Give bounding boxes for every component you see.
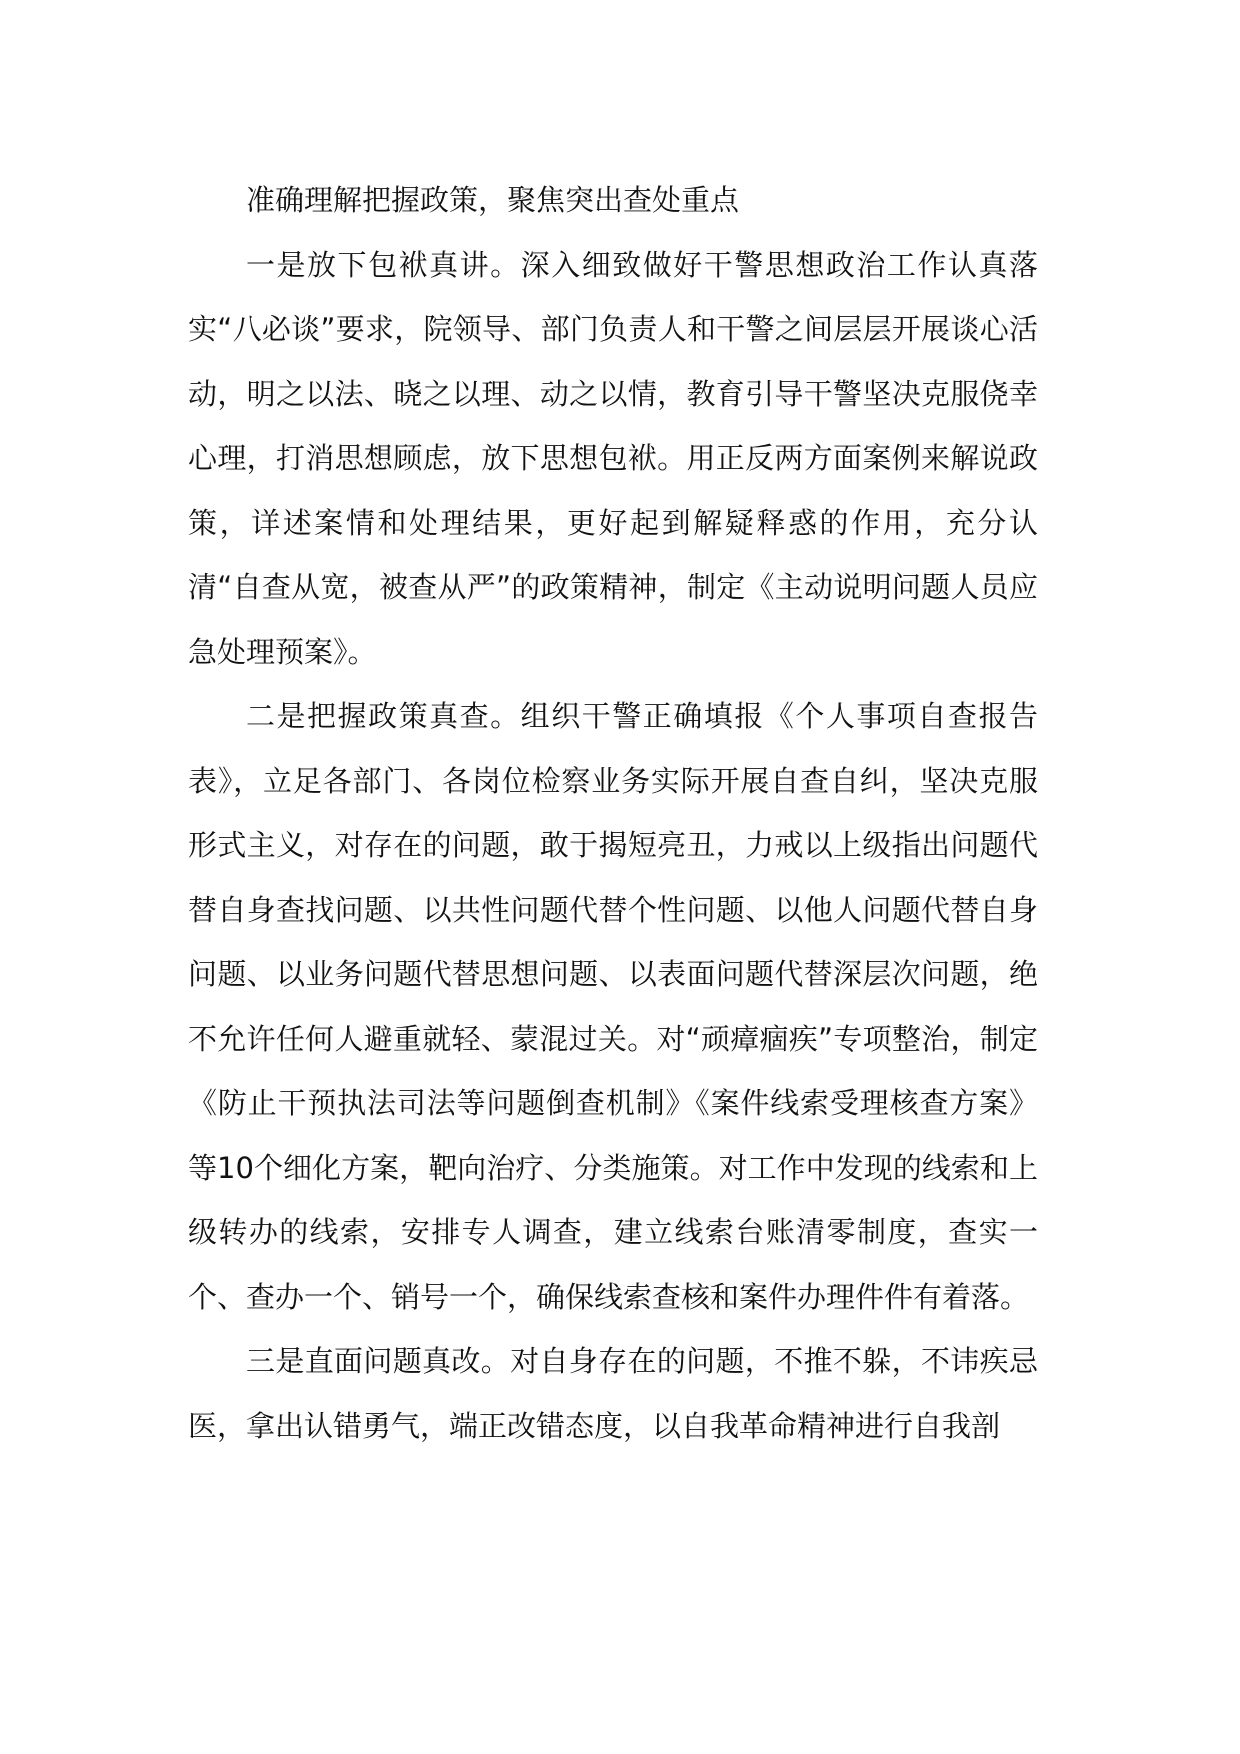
- section-heading: 准确理解把握政策，聚焦突出查处重点: [246, 183, 740, 217]
- paragraph-1: 一是放下包袱真讲。深入细致做好干警思想政治工作认真落实“八必谈”要求，院领导、部门负责人和干警之间层层开展谈心活动，明之以法、晓之以理、动之以情，教育引导干警坚决克服侥幸心理，打消思想顾虑，放下思想包袱。用正反两方面案例来解说政策，详述案情和处理结果，更好起到解疑释惑的作用，充分认清“自查从宽，被查从严”的政策精神，制定《主动说明问题人员应急处理预案》。: [188, 247, 1038, 669]
- document-body: [188, 168, 1038, 1458]
- paragraph-2: 二是把握政策真查。组织干警正确填报《个人事项自查报告表》，立足各部门、各岗位检察业务实际开展自查自纠，坚决克服形式主义，对存在的问题，敢于揭短亮丑，力戒以上级指出问题代替自身查找问题、以共性问题代替个性问题、以他人问题代替自身问题、以业务问题代替思想问题、以表面问题代替深层次问题，绝不允许任何人避重就轻、蒙混过关。对“顽瘴痼疾”专项整治，制定《防止干预执法司法等问题倒查机制》《案件线索受理核查方案》等10个细化方案，靶向治疗、分类施策。对工作中发现的线索和上级转办的线索，安排专人调查，建立线索台账清零制度，查实一个、查办一个、销号一个，确保线索查核和案件办理件件有着落。: [188, 699, 1038, 1314]
- paragraph-3: 三是直面问题真改。对自身存在的问题，不推不躲，不讳疾忌医，拿出认错勇气，端正改错态度，以自我革命精神进行自我剖: [188, 1344, 1038, 1443]
